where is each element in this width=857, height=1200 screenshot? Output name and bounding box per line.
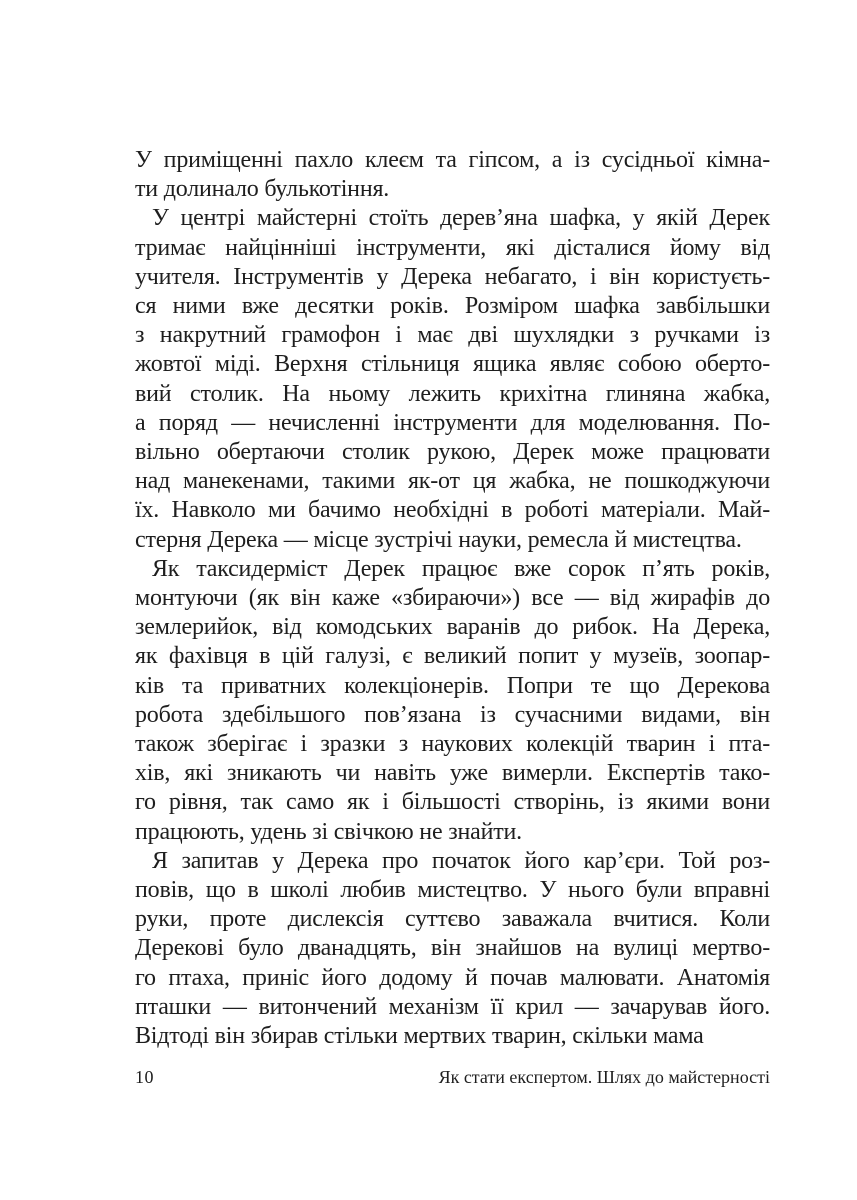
page-number: 10 [135,1067,154,1087]
paragraph [135,847,770,1051]
text-line: Дерекові було дванадцять, він знайшов на вулиці мертво- [135,935,770,962]
paragraph [135,146,770,204]
text-line: як фахівця в цій галузі, є великий попит у музеїв, зоопар- [135,643,770,670]
text-line: го птаха, приніс його додому й почав малювати. Анатомія [135,964,770,991]
running-title: Як стати експертом. Шлях до майстерності [438,1067,770,1087]
text-line: вий столик. На ньому лежить крихітна глиняна жабка, [135,380,770,407]
body-text [135,146,770,1051]
paragraph [135,555,770,847]
text-line: монтуючи (як він каже «збираючи») все — від жирафів до [135,585,770,612]
text-line: їх. Навколо ми бачимо необхідні в роботі матеріали. Май- [135,497,770,524]
text-line: пташки — витончений механізм її крил — зачарував його. [135,993,770,1020]
text-line: У центрі майстерні стоїть дерев’яна шафка, у якій Дерек [152,205,770,232]
text-line: стерня Дерека — місце зустрічі науки, ремесла й мистецтва. [135,526,742,553]
text-line: Як таксидерміст Дерек працює вже сорок п’ять років, [152,555,770,582]
text-line: Відтоді він збирав стільки мертвих тварин, скільки мама [135,1023,704,1050]
text-line: повів, що в школі любив мистецтво. У нього були вправні [135,877,770,904]
text-line: ти долинало булькотіння. [135,176,390,203]
text-line: ся ними вже десятки років. Розміром шафка завбільшки [135,293,770,320]
text-line: тримає найцінніші інструменти, які дісталися йому від [135,234,770,261]
text-line: го рівня, так само як і більшості створінь, із якими вони [135,789,770,816]
paragraph [135,204,770,554]
page-footer [135,1066,770,1088]
text-line: хів, які зникають чи навіть уже вимерли. Експертів тако- [135,760,770,787]
text-line: з накрутний грамофон і має дві шухлядки з ручками із [135,322,770,349]
text-line: землерийок, від комодських варанів до рибок. На Дерека, [135,614,770,641]
text-line: ків та приватних колекціонерів. Попри те що Дерекова [135,672,770,699]
text-line: учителя. Інструментів у Дерека небагато, і він користуєть- [135,263,770,290]
text-line: над манекенами, такими як-от ця жабка, не пошкоджуючи [135,468,770,495]
text-line: працюють, удень зі свічкою не знайти. [135,818,522,845]
text-line: робота здебільшого пов’язана із сучасними видами, він [135,701,770,728]
text-line: вільно обертаючи столик рукою, Дерек може працювати [135,439,770,466]
text-line: а поряд — нечисленні інструменти для моделювання. По- [135,409,770,436]
text-line: жовтої міді. Верхня стільниця ящика являє собою оберто- [135,351,770,378]
text-line: У приміщенні пахло клеєм та гіпсом, а із сусідньої кімна- [135,147,770,173]
text-line: також зберігає і зразки з наукових колекцій тварин і пта- [135,731,770,758]
text-line: Я запитав у Дерека про початок його кар’єри. Той роз- [152,847,770,874]
text-line: руки, проте дислексія суттєво заважала вчитися. Коли [135,906,770,933]
